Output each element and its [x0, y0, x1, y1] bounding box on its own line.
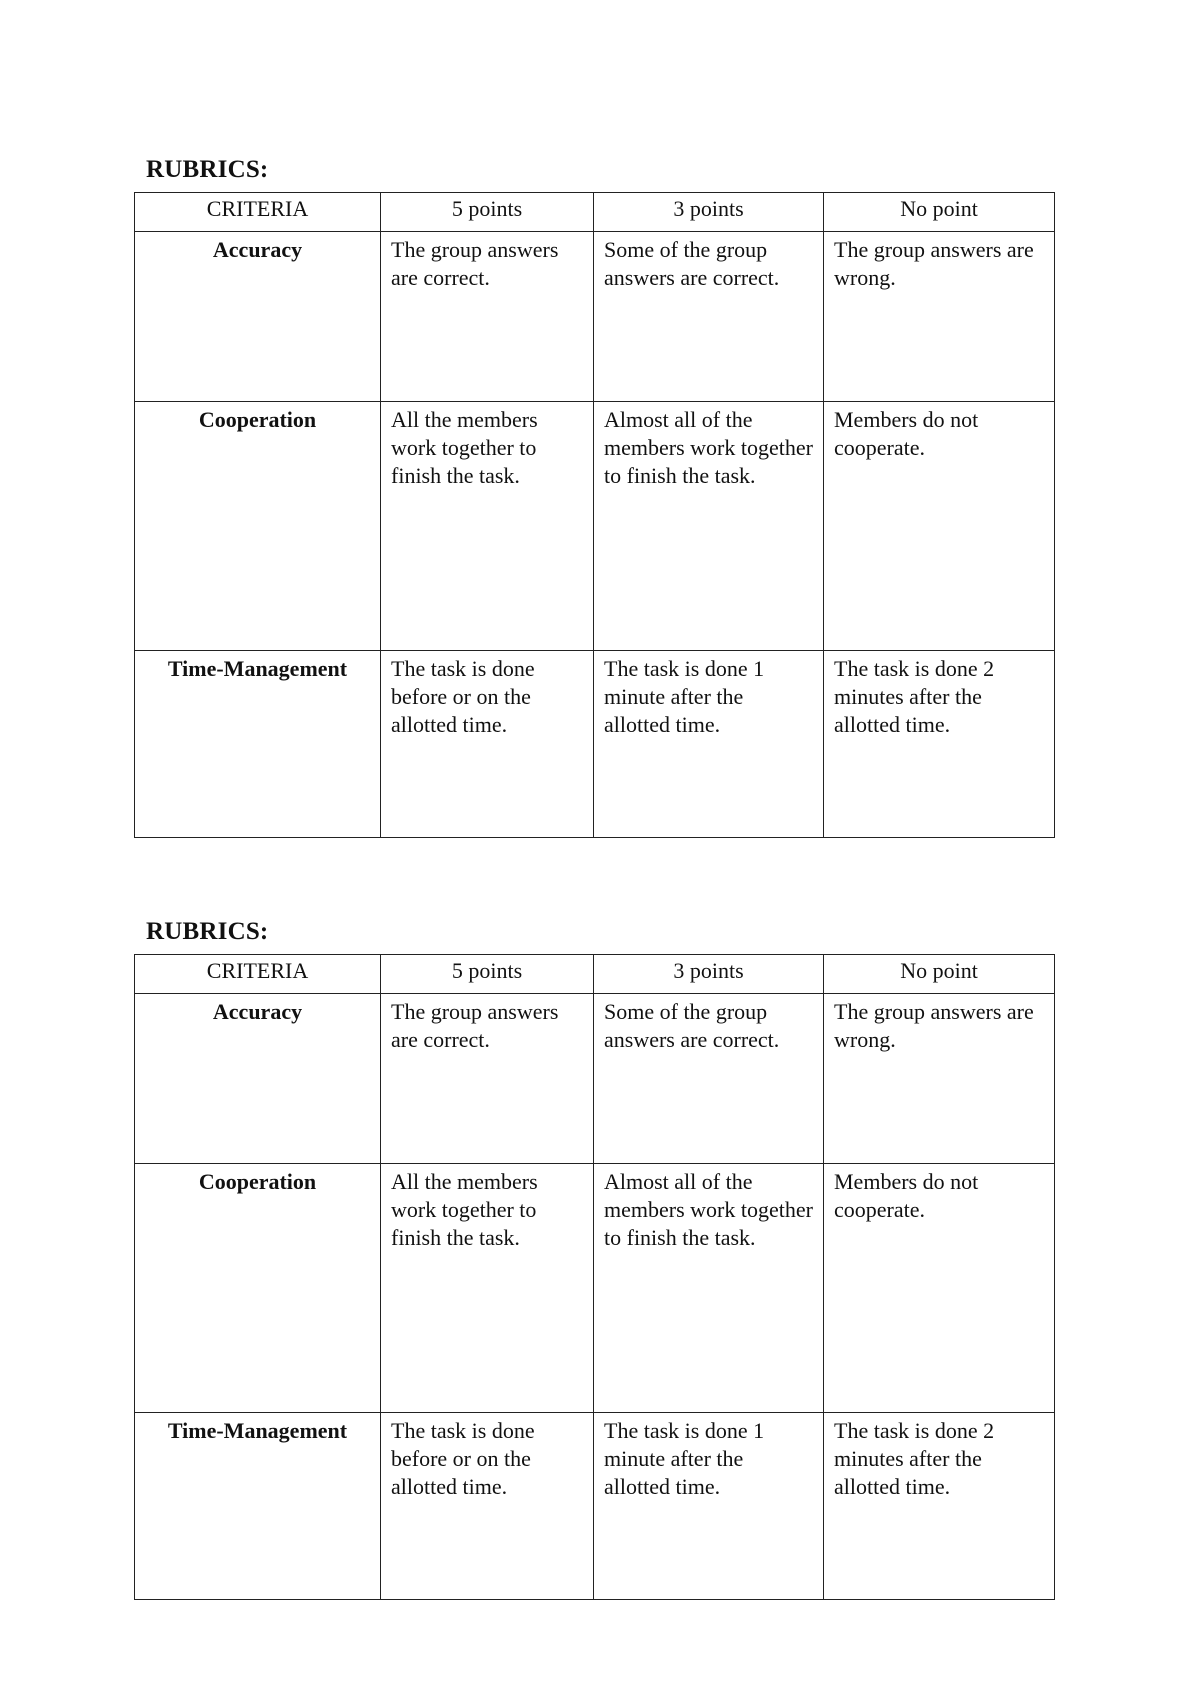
cell-no-point: The group answers are wrong. [824, 232, 1055, 402]
rubric-heading: RUBRICS: [146, 918, 269, 945]
criterion-time-management: Time-Management [135, 1413, 381, 1600]
cell-3-points: The task is done 1 minute after the allotted time. [594, 651, 824, 838]
column-header-5-points: 5 points [381, 193, 594, 232]
column-header-5-points: 5 points [381, 955, 594, 994]
column-header-criteria: CRITERIA [135, 193, 381, 232]
rubric-table [134, 954, 1055, 1600]
column-header-3-points: 3 points [594, 955, 824, 994]
column-header-no-point: No point [824, 955, 1055, 994]
table-row [135, 402, 1055, 651]
table-header-row [135, 193, 1055, 232]
cell-3-points: The task is done 1 minute after the allotted time. [594, 1413, 824, 1600]
cell-3-points: Some of the group answers are correct. [594, 994, 824, 1164]
cell-no-point: The task is done 2 minutes after the allotted time. [824, 1413, 1055, 1600]
table-row [135, 1164, 1055, 1413]
cell-5-points: All the members work together to finish the task. [381, 1164, 594, 1413]
criterion-time-management: Time-Management [135, 651, 381, 838]
cell-no-point: The group answers are wrong. [824, 994, 1055, 1164]
cell-no-point: Members do not cooperate. [824, 1164, 1055, 1413]
cell-5-points: All the members work together to finish the task. [381, 402, 594, 651]
cell-5-points: The group answers are correct. [381, 994, 594, 1164]
cell-no-point: The task is done 2 minutes after the allotted time. [824, 651, 1055, 838]
cell-3-points: Some of the group answers are correct. [594, 232, 824, 402]
table-row [135, 994, 1055, 1164]
table-row [135, 651, 1055, 838]
table-row [135, 1413, 1055, 1600]
cell-5-points: The group answers are correct. [381, 232, 594, 402]
rubric-table [134, 192, 1055, 838]
cell-5-points: The task is done before or on the allotted time. [381, 1413, 594, 1600]
column-header-criteria: CRITERIA [135, 955, 381, 994]
criterion-accuracy: Accuracy [135, 994, 381, 1164]
rubric-heading: RUBRICS: [146, 156, 269, 183]
column-header-no-point: No point [824, 193, 1055, 232]
criterion-accuracy: Accuracy [135, 232, 381, 402]
criterion-cooperation: Cooperation [135, 1164, 381, 1413]
rubric-section-1 [134, 156, 1054, 838]
cell-3-points: Almost all of the members work together to finish the task. [594, 402, 824, 651]
cell-no-point: Members do not cooperate. [824, 402, 1055, 651]
cell-5-points: The task is done before or on the allotted time. [381, 651, 594, 838]
rubric-section-2 [134, 918, 1054, 1600]
table-row [135, 232, 1055, 402]
table-header-row [135, 955, 1055, 994]
criterion-cooperation: Cooperation [135, 402, 381, 651]
cell-3-points: Almost all of the members work together to finish the task. [594, 1164, 824, 1413]
column-header-3-points: 3 points [594, 193, 824, 232]
